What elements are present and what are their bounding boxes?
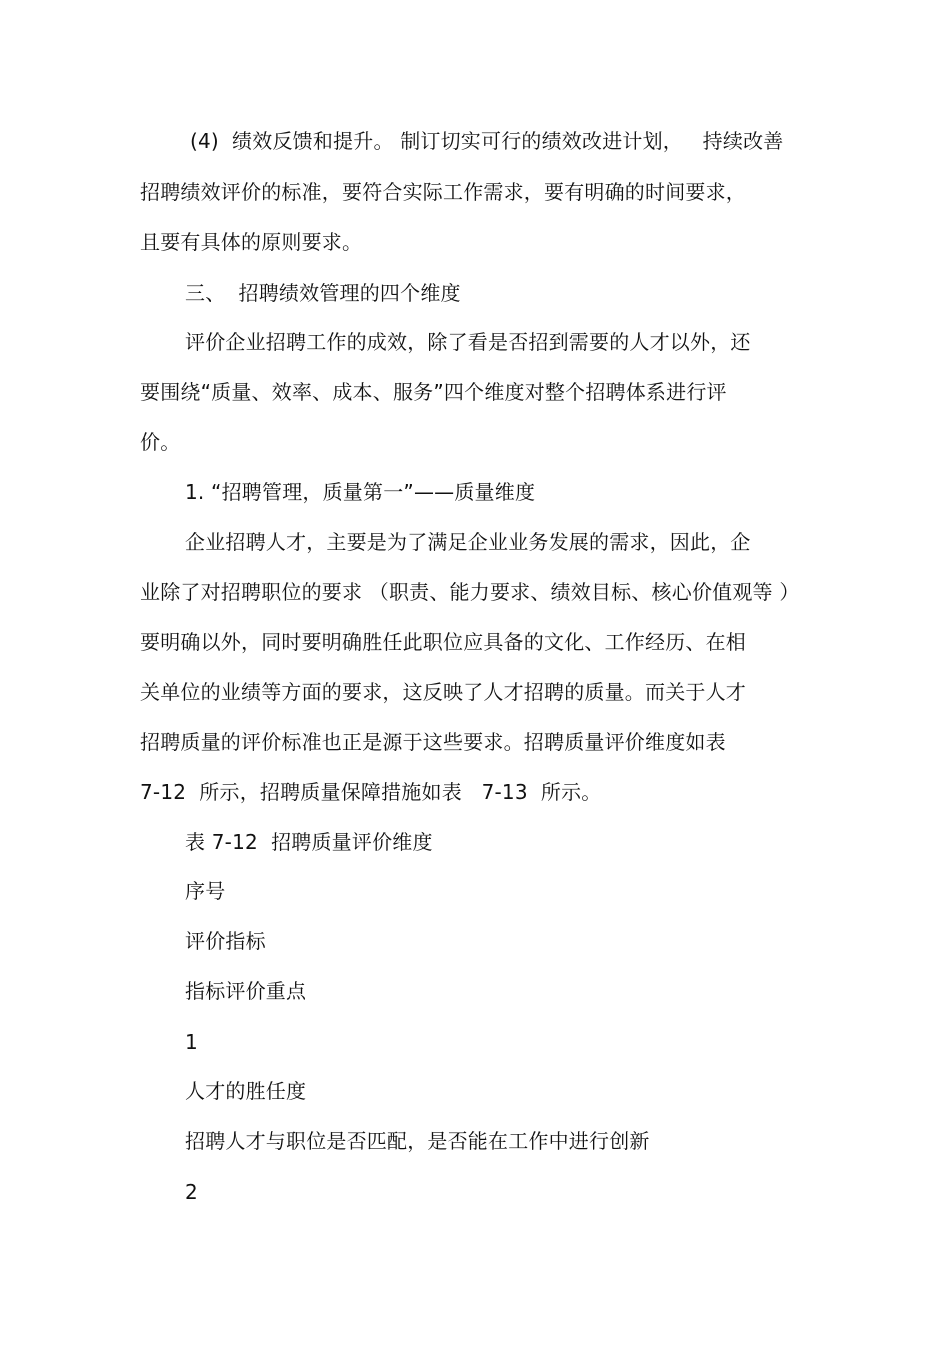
table-header-cell: 评价指标 bbox=[185, 929, 266, 953]
table-cell: 1 bbox=[185, 1030, 198, 1054]
paragraph-line: (4) 绩效反馈和提升。 制订切实可行的绩效改进计划， 持续改善 bbox=[190, 129, 784, 153]
table-header-cell: 指标评价重点 bbox=[185, 979, 307, 1003]
paragraph-line: 价。 bbox=[140, 430, 181, 454]
table-caption: 表 7-12 招聘质量评价维度 bbox=[185, 830, 433, 854]
table-cell: 2 bbox=[185, 1180, 198, 1204]
paragraph-line: 7-12 所示，招聘质量保障措施如表 7-13 所示。 bbox=[140, 780, 602, 804]
paragraph-line: 要围绕“质量、效率、成本、服务”四个维度对整个招聘体系进行评 bbox=[140, 380, 727, 404]
paragraph-line: 关单位的业绩等方面的要求，这反映了人才招聘的质量。而关于人才 bbox=[140, 680, 746, 704]
table-header-cell: 序号 bbox=[185, 879, 226, 903]
paragraph-line: 业除了对招聘职位的要求 （职责、能力要求、绩效目标、核心价值观等 ） bbox=[140, 580, 800, 604]
subsection-heading: 1. “招聘管理，质量第一”——质量维度 bbox=[185, 480, 536, 504]
table-cell: 人才的胜任度 bbox=[185, 1079, 307, 1103]
section-heading: 三、 招聘绩效管理的四个维度 bbox=[185, 281, 461, 305]
paragraph-line: 且要有具体的原则要求。 bbox=[140, 230, 363, 254]
paragraph-line: 要明确以外，同时要明确胜任此职位应具备的文化、工作经历、在相 bbox=[140, 630, 746, 654]
paragraph-line: 企业招聘人才，主要是为了满足企业业务发展的需求，因此，企 bbox=[185, 530, 751, 554]
paragraph-line: 评价企业招聘工作的成效，除了看是否招到需要的人才以外，还 bbox=[185, 330, 751, 354]
table-cell: 招聘人才与职位是否匹配，是否能在工作中进行创新 bbox=[185, 1129, 650, 1153]
paragraph-line: 招聘绩效评价的标准，要符合实际工作需求，要有明确的时间要求， bbox=[140, 180, 746, 204]
paragraph-line: 招聘质量的评价标准也正是源于这些要求。招聘质量评价维度如表 bbox=[140, 730, 726, 754]
